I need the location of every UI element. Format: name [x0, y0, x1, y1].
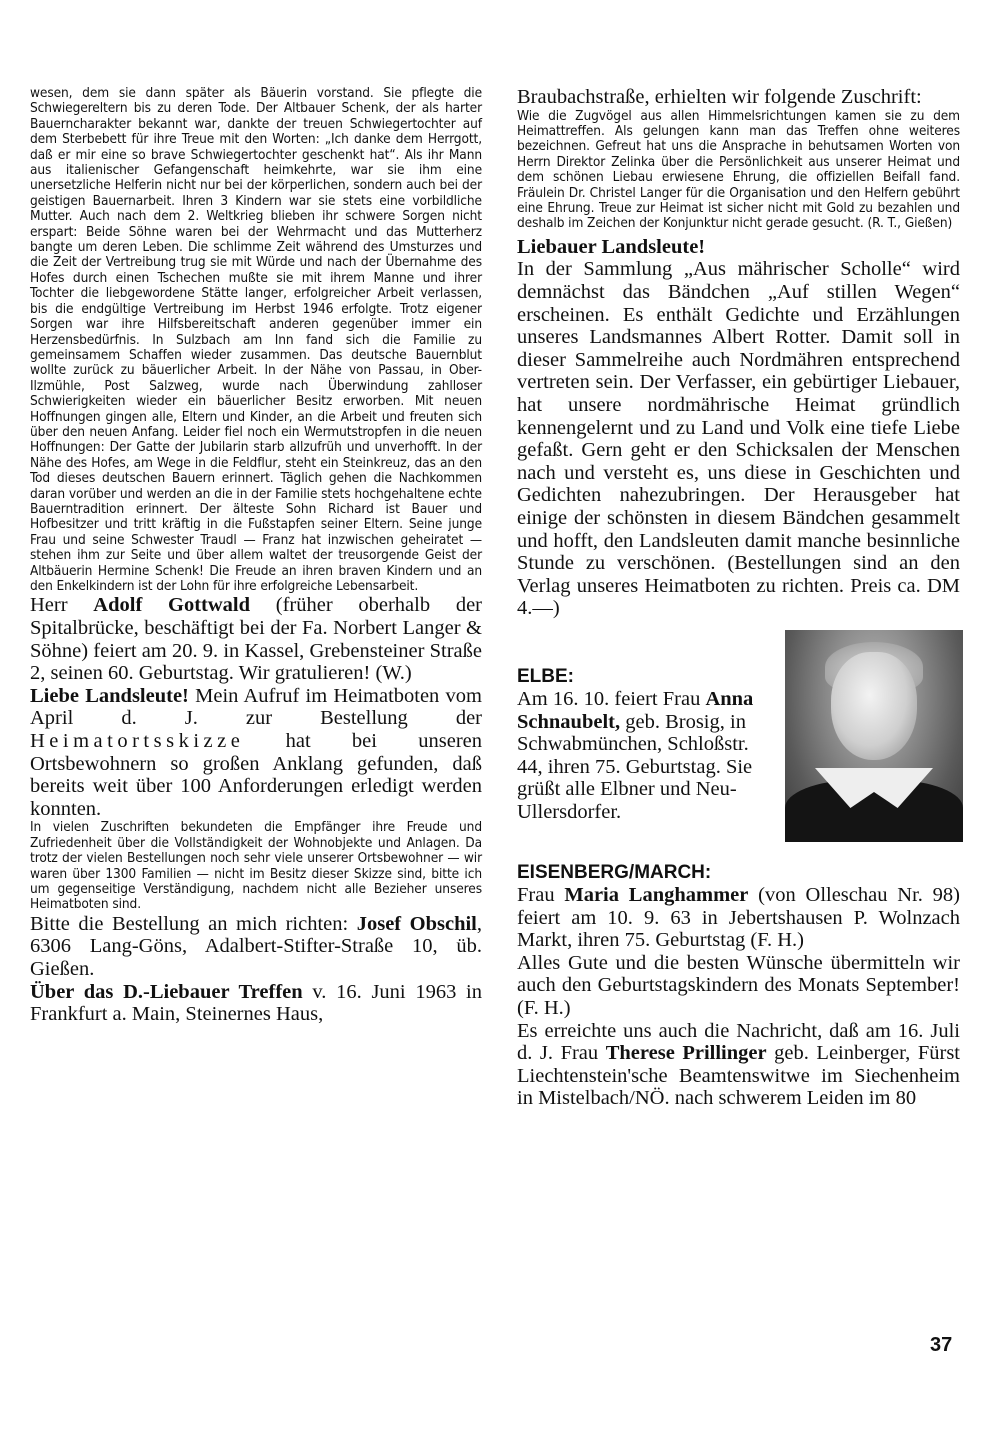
liebe-landsleute-paragraph: Liebe Landsleute! Mein Aufruf im Heimatboten vom April d. J. zur Bestellung der Heimatortsskizze hat bei unseren Ortsbewohnern so großen Anklang gefunden, daß bereits weit über 100 Anforderungen erledigt werden konnten. — [30, 684, 482, 820]
name-maria-langhammer: Maria Langhammer — [564, 883, 749, 906]
elbe-heading: ELBE: — [517, 665, 574, 687]
wuensche-paragraph: Alles Gute und die besten Wünsche übermitteln wir auch den Geburtstagskindern des Monats September! (F. H.) — [517, 951, 960, 1019]
bestellung-paragraph: Bitte die Bestellung an mich richten: Josef Obschil, 6306 Lang-Göns, Adalbert-Stifter-Straße 10, üb. Gießen. — [30, 912, 482, 980]
eisenberg-section — [517, 862, 960, 1110]
braubachstrasse-paragraph: Braubachstraße, erhielten wir folgende Zuschrift: — [517, 86, 922, 108]
elbe-text — [517, 664, 779, 824]
liebe-landsleute-heading: Liebe Landsleute! — [30, 684, 189, 707]
elbe-section — [517, 664, 960, 850]
langhammer-paragraph: Frau Maria Langhammer (von Olleschau Nr. 98) feiert am 10. 9. 63 in Jebertshausen P. Wolnzach Markt, ihren 75. Geburtstag (F. H.) — [517, 883, 960, 952]
prillinger-paragraph: Es erreichte uns auch die Nachricht, daß am 16. Juli d. J. Frau Therese Prillinger geb. Leinberger, Fürst Liechtenstein'sche Beamtenswitwe im Siechenheim in Mistelbach/NÖ. nach schwerem Leiden im 80 — [517, 1019, 960, 1110]
right-column — [517, 86, 960, 1110]
name-anna-schnaubelt: Anna Schnaubelt, — [517, 687, 754, 733]
sammlung-paragraph: In der Sammlung „Aus mährischer Scholle“ wird demnächst das Bändchen „Auf stillen Wegen“ erscheinen. Es enthält Gedichte und Erzählungen unseres Landsmannes Albert Rotter. Damit soll in dieser Sammelreihe auch Nordmähren entsprechend vertreten sein. Der Verfasser, ein gebürtiger Liebauer, hat unsere nordmährische Heimat gründlich kennengelernt und zu Land und Volk eine tiefe Liebe gefaßt. Gern geht er den Schicksalen der Menschen nach und versteht es, uns diese in Geschichten und Gedichten nahezubringen. Der Herausgeber hat einige der schönsten in diesem Bändchen gesammelt und hofft, den Landsleuten damit manche besinnliche Stunde zu verschönen. (Bestellungen sind an den Verlag unseres Heimatboten zu richten. Preis ca. DM 4.—) — [517, 258, 960, 620]
elbe-paragraph: Am 16. 10. feiert Frau Anna Schnaubelt, geb. Brosig, in Schwabmünchen, Schloßstr. 44, ihren 75. Geburtstag. Sie grüßt alle Elbner und Neu-Ullersdorfer. — [517, 687, 754, 823]
zuschriften-paragraph: In vielen Zuschriften bekundeten die Empfänger ihre Freude und Zufriedenheit über die Vollständigkeit der Wohnobjekte und Anlagen. Da trotz der vielen Bestellungen noch sehr viele unserer Ortsbewohner — wir waren über 1300 Familien — nicht im Besitz dieser Skizze sind, bitte ich um gegenseitige Verständigung, nachdem nicht alle Bezieher unseres Heimatboten sind. — [30, 819, 482, 913]
treffen-heading: Über das D.-Liebauer Treffen — [30, 980, 303, 1003]
name-adolf-gottwald: Adolf Gottwald — [93, 594, 251, 617]
name-josef-obschil: Josef Obschil — [356, 912, 477, 935]
portrait-photo — [785, 630, 963, 842]
name-therese-prillinger: Therese Prillinger — [605, 1042, 767, 1065]
gottwald-birthday-paragraph: Herr Adolf Gottwald (früher oberhalb der Spitalbrücke, beschäftigt bei der Fa. Norbert Langer & Söhne) feiert am 20. 9. in Kassel, Grebensteiner Straße 2, seinen 60. Geburtstag. Wir gratulieren! (W.) — [30, 594, 483, 685]
zugvoegel-paragraph: Wie die Zugvögel aus allen Himmelsrichtungen kamen sie zu dem Heimattreffen. Als gelungen kann man das Treffen ohne weiteres bezeichnen. Gefreut hat uns die Ansprache in behutsamen Worten von Herrn Direktor Zelinka über die Persönlichkeit aus unserer Heimat und dem schönen Liebau erwiesene Ehrung, die offiziellen Beifall fand. Fräulein Dr. Christel Langer für die Organisation und den Helfern gebührt eine Ehrung. Treue zur Heimat ist sicher nicht mit Gold zu bezahlen und deshalb im Zeichen der Konjunktur nicht gerade gesucht. (R. T., Gießen) — [517, 107, 960, 232]
eisenberg-heading: EISENBERG/MARCH: — [517, 861, 712, 883]
left-column — [30, 86, 482, 1026]
article-schenk-text: wesen, dem sie dann später als Bäuerin vorstand. Sie pflegte die Schwiegereltern bis zu deren Tode. Der Altbauer Schenk, der als harter Bauerncharakter bekannt war, dankte der treuen Schwiegertochter auf dem Sterbebett für ihre Treue mit den Worten: „Ich danke dem Herrgott, daß er mir eine so brave Schwiegertochter geschenkt hat“. Als ihr Mann aus italienischer Gefangenschaft heimkehrte, war sie ihm eine unersetzliche Helferin nicht nur bei der körperlichen, sondern auch bei der geistigen Bauernarbeit. Ihren 3 Kindern war sie stets eine vorbildliche Mutter. Auch nach dem 2. Weltkrieg blieben ihr schwere Sorgen nicht erspart: Beide Söhne waren bei der Wehrmacht und das Mutterherz bangte um deren Leben. Die schlimme Zeit während des Umsturzes und die Zeit der Vertreibung trug sie mit Würde und nach der Übernahme des Hofes durch einen Tschechen mußte sie mit ihrem Manne und ihrer Tochter die liebgewordene Stätte langer, erfolgreicher Arbeit verlassen, bis die endgültige Vertreibung im Herbst 1946 erfolgte. Trotz eigener Sorgen war ihre Hilfsbereitschaft anderen gegenüber immer ein Herzensbedürfnis. In Sulzbach am Inn fand sich die Familie zu gemeinsamem Schaffen wieder zusammen. Das deutsche Bauernblut wollte zurück zu bäuerlicher Arbeit. In der Nähe von Passau, in Ober-Ilzmühle, Post Salzweg, wurde nach Überwindung zahlloser Schwierigkeiten wieder ein bäuerlicher Besitz erworben. Mit neuen Hoffnungen gingen alle, Eltern und Kinder, an die Arbeit und freuten sich über den neuen Anfang. Leider fiel noch ein Wermutstropfen in die neuen Hoffnungen: Der Gatte der Jubilarin starb allzufrüh und unverhofft. In der Nähe des Hofes, am Wege in die Feldflur, steht ein Steinkreuz, das an den Tod dieses deutschen Bauern erinnert. Täglich gehen die Nachkommen daran vorüber und werden an die in der Familie stets hochgehaltene echte Bauerntradition erinnert. Der älteste Sohn Richard ist Bauer und Hofbesitzer und tritt kräftig in die Fußstapfen seiner Eltern. Seine junge Frau und seine Schwester Traudl — Franz hat inzwischen geheiratet — stehen ihm zur Seite und über allem waltet der treusorgende Geist der Altbäuerin Hermine Schenk! Die Freude an ihren braven Kindern und an den Enkelkindern ist der Lohn für ihre erfolgreiche Lebensarbeit. — [30, 85, 482, 594]
liebauer-landsleute-heading: Liebauer Landsleute! — [517, 235, 706, 258]
heimatortsskizze-term: Heimatortsskizze — [30, 729, 245, 752]
page-number: 37 — [930, 1334, 953, 1356]
treffen-paragraph: Über das D.-Liebauer Treffen v. 16. Juni 1963 in Frankfurt a. Main, Steinernes Haus, — [30, 980, 482, 1026]
